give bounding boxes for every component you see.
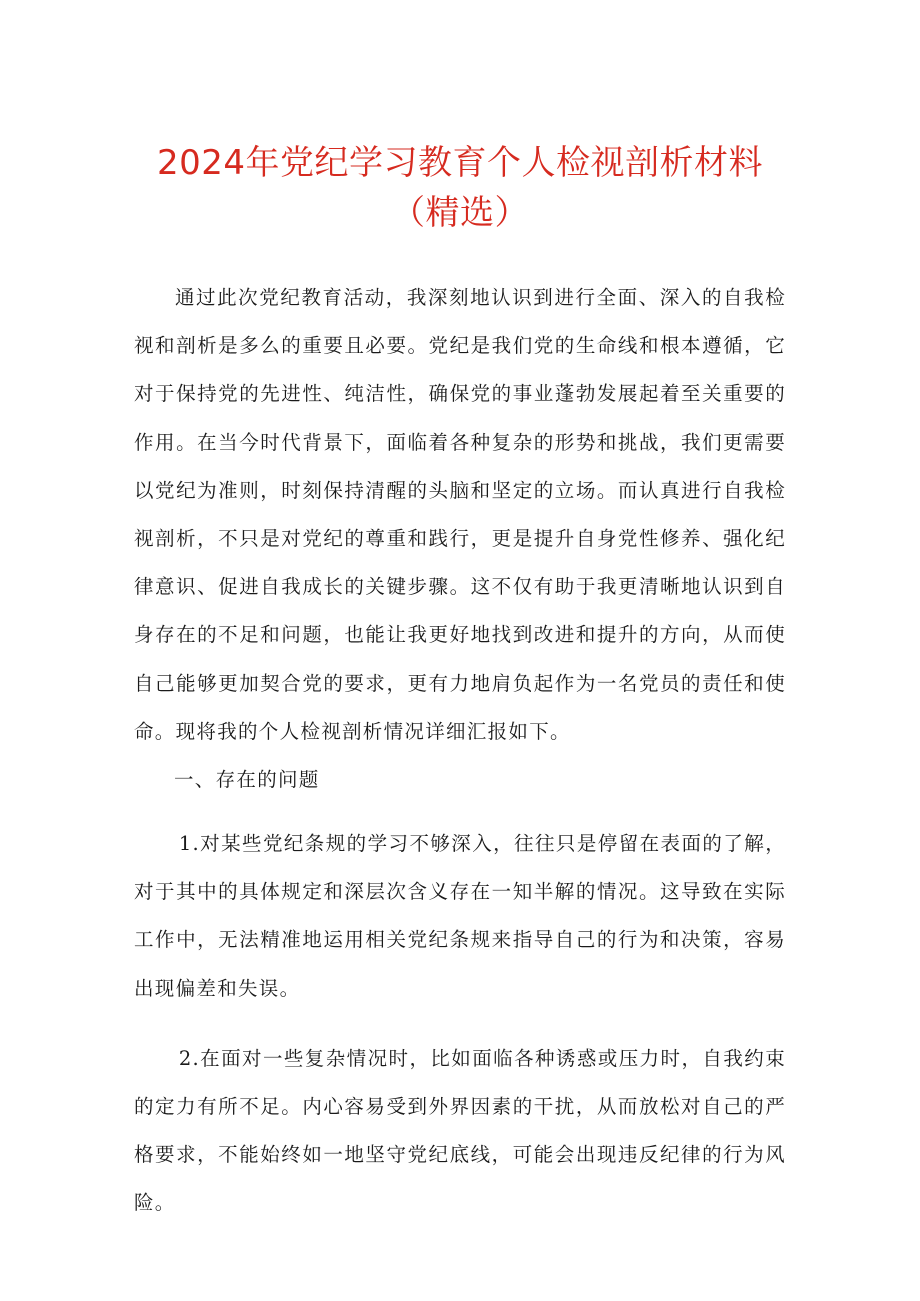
problem-item-1: 1.对某些党纪条规的学习不够深入，往往只是停留在表面的了解，对于其中的具体规定和深层次含义存在一知半解的情况。这导致在实际工作中，无法精准地运用相关党纪条规来指导自己的行为和决策，容易出现偏差和失误。 xyxy=(134,832,786,1000)
document-body xyxy=(134,274,786,1228)
document-title xyxy=(134,138,786,238)
intro-paragraph: 通过此次党纪教育活动，我深刻地认识到进行全面、深入的自我检视和剖析是多么的重要且必要。党纪是我们党的生命线和根本遵循，它对于保持党的先进性、纯洁性，确保党的事业蓬勃发展起着至关重要的作用。在当今时代背景下，面临着各种复杂的形势和挑战，我们更需要以党纪为准则，时刻保持清醒的头脑和坚定的立场。而认真进行自我检视剖析，不只是对党纪的尊重和践行，更是提升自身党性修养、强化纪律意识、促进自我成长的关键步骤。这不仅有助于我更清晰地认识到自身存在的不足和问题，也能让我更好地找到改进和提升的方向，从而使自己能够更加契合党的要求，更有力地肩负起作为一名党员的责任和使命。现将我的个人检视剖析情况详细汇报如下。 xyxy=(134,286,786,743)
section-heading-problems: 一、存在的问题 xyxy=(174,768,320,792)
problem-item-2: 2.在面对一些复杂情况时，比如面临各种诱惑或压力时，自我约束的定力有所不足。内心容易受到外界因素的干扰，从而放松对自己的严格要求，不能始终如一地坚守党纪底线，可能会出现违反纪律的行为风险。 xyxy=(134,1046,786,1215)
title-line-1: 2024年党纪学习教育个人检视剖析材料 xyxy=(156,143,764,183)
title-line-2: （精选） xyxy=(391,193,529,233)
